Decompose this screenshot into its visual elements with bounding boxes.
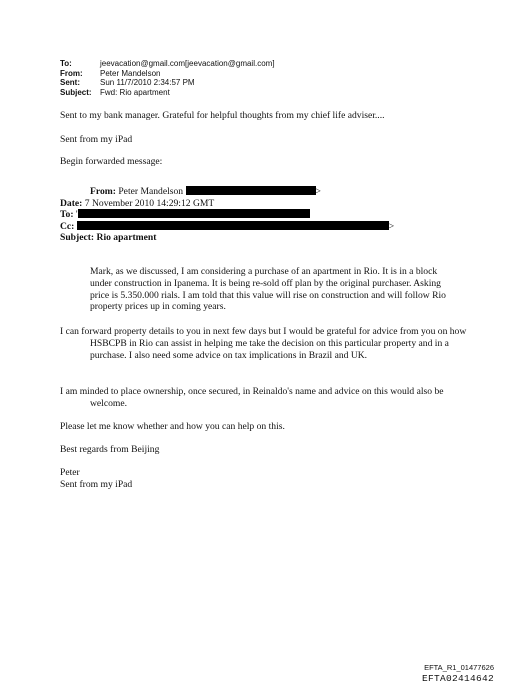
fwd-subject-row bbox=[60, 232, 394, 244]
forwarded-header bbox=[60, 186, 394, 244]
email-header bbox=[60, 59, 275, 97]
footer-reference-1: EFTA_R1_01477626 bbox=[424, 663, 494, 672]
fwd-from-bracket: > bbox=[315, 186, 321, 197]
fwd-date-label: Date: bbox=[60, 197, 83, 209]
header-from-value: Peter Mandelson bbox=[100, 68, 161, 78]
header-from-label: From: bbox=[60, 68, 83, 78]
body-paragraph-2: I can forward property details to you in next few days but I would be grateful for advice from you on how HSBCPB in Rio can assist in helping me take the decision on this particular property and in a purchase. I also need some advice on tax implications in Brazil and UK. bbox=[60, 326, 467, 361]
fwd-from-value: Peter Mandelson bbox=[118, 186, 184, 197]
fwd-subject-value: Rio apartment bbox=[96, 232, 157, 243]
body-paragraph-4: Please let me know whether and how you can help on this. bbox=[60, 421, 285, 432]
redaction-bar bbox=[186, 186, 316, 195]
intro-line-2: Sent from my iPad bbox=[60, 134, 133, 145]
header-to-value: jeevacation@gmail.com[jeevacation@gmail.com] bbox=[100, 59, 275, 68]
body-paragraph-1: Mark, as we discussed, I am considering a purchase of an apartment in Rio. It is in a block under construction in Ipanema. It is being re-sold off plan by the original purchaser. Asking price is 5.350.000 rials. I am told that this value will rise on construction and will follow Rio property prices up in coming years. bbox=[90, 266, 446, 313]
header-to-label: To: bbox=[60, 59, 72, 68]
header-sent-row bbox=[60, 78, 275, 88]
fwd-date-row bbox=[60, 198, 394, 210]
header-from-row bbox=[60, 69, 275, 79]
redaction-bar bbox=[77, 221, 389, 230]
fwd-to-row bbox=[60, 209, 394, 221]
redaction-bar bbox=[78, 209, 310, 218]
fwd-from-row bbox=[60, 186, 394, 198]
signature-name: Peter bbox=[60, 467, 80, 478]
intro-line-1: Sent to my bank manager. Grateful for helpful thoughts from my chief life adviser.... bbox=[60, 110, 385, 121]
body-paragraph-5: Best regards from Beijing bbox=[60, 444, 160, 455]
fwd-to-label: To: bbox=[60, 209, 74, 220]
header-sent-label: Sent: bbox=[60, 78, 80, 87]
fwd-from-label: From: bbox=[90, 186, 116, 197]
fwd-subject-label: Subject: bbox=[60, 232, 95, 243]
fwd-cc-row bbox=[60, 221, 394, 233]
body-paragraph-3: I am minded to place ownership, once secured, in Reinaldo's name and advice on this would also be welcome. bbox=[60, 386, 444, 409]
fwd-cc-bracket: > bbox=[388, 220, 395, 232]
header-to-row bbox=[60, 59, 275, 69]
fwd-date-value: 7 November 2010 14:29:12 GMT bbox=[84, 197, 215, 209]
fwd-cc-label: Cc: bbox=[60, 220, 75, 232]
header-subject-row bbox=[60, 88, 275, 98]
header-subject-label: Subject: bbox=[60, 87, 92, 97]
header-subject-value: Fwd: Rio apartment bbox=[100, 87, 170, 97]
intro-line-3: Begin forwarded message: bbox=[60, 156, 163, 167]
header-sent-value: Sun 11/7/2010 2:34:57 PM bbox=[100, 78, 195, 87]
signature-device: Sent from my iPad bbox=[60, 479, 133, 490]
footer-reference-2: EFTA02414642 bbox=[421, 673, 494, 684]
